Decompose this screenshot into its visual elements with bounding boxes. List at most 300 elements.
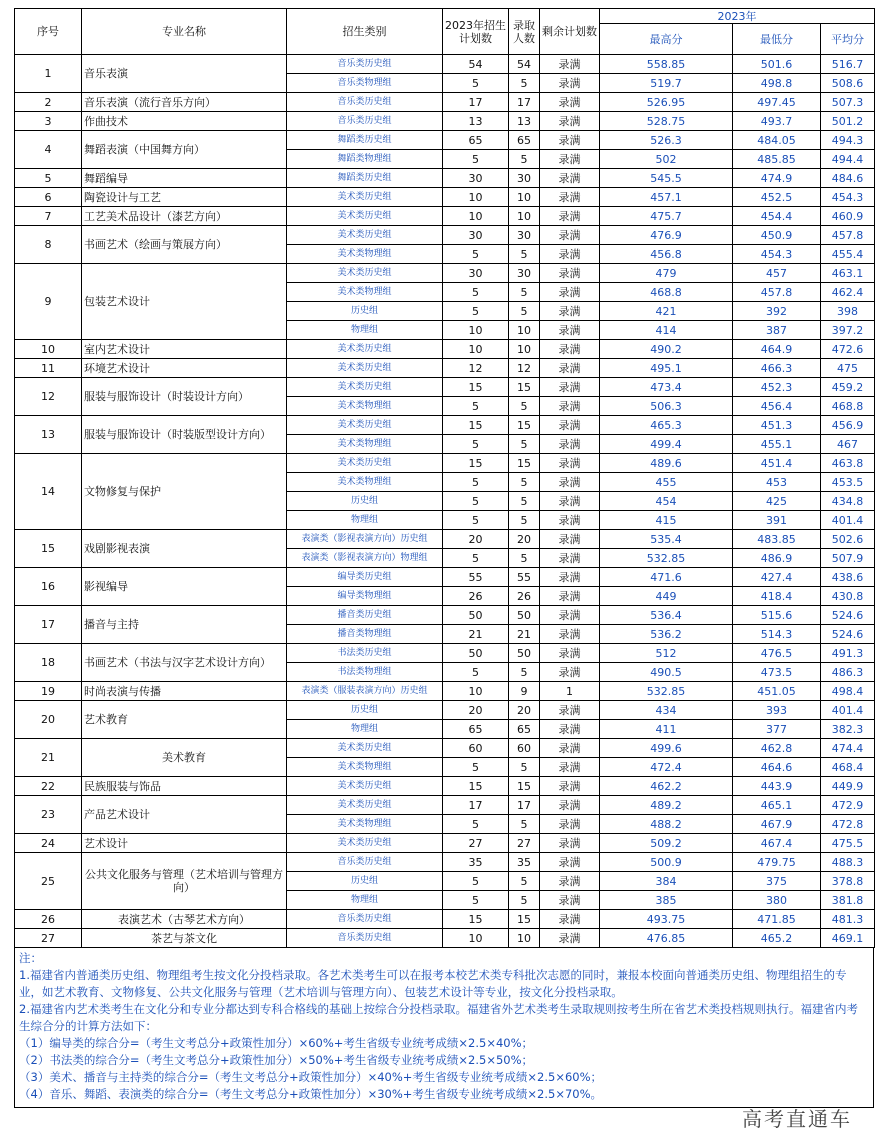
row-min-score: 474.9 — [733, 169, 821, 188]
row-min-score: 515.6 — [733, 606, 821, 625]
header-category: 招生类别 — [287, 9, 443, 55]
row-admitted: 5 — [509, 511, 540, 530]
note-line: （1）编导类的综合分=（考生文考总分+政策性加分）×60%+考生省级专业统考成绩×2.5×40%； — [19, 1036, 534, 1050]
row-major-name: 茶艺与茶文化 — [82, 929, 287, 948]
table-header — [15, 9, 875, 55]
row-index: 17 — [15, 606, 82, 644]
row-index: 2 — [15, 93, 82, 112]
row-admitted: 5 — [509, 758, 540, 777]
row-max-score: 532.85 — [600, 549, 733, 568]
row-admitted: 54 — [509, 55, 540, 74]
row-category: 物理组 — [287, 891, 443, 910]
row-category: 物理组 — [287, 720, 443, 739]
row-remaining: 录满 — [540, 188, 600, 207]
row-avg-score: 472.8 — [821, 815, 875, 834]
row-min-score: 452.3 — [733, 378, 821, 397]
row-category: 音乐类物理组 — [287, 74, 443, 93]
row-category: 物理组 — [287, 321, 443, 340]
row-admitted: 5 — [509, 302, 540, 321]
row-remaining: 录满 — [540, 739, 600, 758]
row-min-score: 454.3 — [733, 245, 821, 264]
row-plan: 17 — [443, 796, 509, 815]
row-min-score: 498.8 — [733, 74, 821, 93]
row-plan: 60 — [443, 739, 509, 758]
row-plan: 20 — [443, 701, 509, 720]
row-category: 美术类物理组 — [287, 245, 443, 264]
row-remaining: 录满 — [540, 169, 600, 188]
row-remaining: 录满 — [540, 378, 600, 397]
note-line: （4）音乐、舞蹈、表演类的综合分=（考生文考总分+政策性加分）×30%+考生省级专业统考成绩×2.5×70%。 — [19, 1087, 603, 1101]
row-category: 书法类物理组 — [287, 663, 443, 682]
row-max-score: 449 — [600, 587, 733, 606]
row-index: 13 — [15, 416, 82, 454]
row-remaining: 录满 — [540, 872, 600, 891]
row-remaining: 录满 — [540, 568, 600, 587]
row-category: 美术类历史组 — [287, 777, 443, 796]
row-remaining: 录满 — [540, 131, 600, 150]
row-remaining: 录满 — [540, 150, 600, 169]
row-max-score: 454 — [600, 492, 733, 511]
row-avg-score: 481.3 — [821, 910, 875, 929]
row-remaining: 录满 — [540, 606, 600, 625]
row-major-name: 公共文化服务与管理（艺术培训与管理方向） — [82, 853, 287, 910]
row-admitted: 50 — [509, 606, 540, 625]
header-major: 专业名称 — [82, 9, 287, 55]
row-admitted: 26 — [509, 587, 540, 606]
table-row — [15, 853, 875, 872]
row-admitted: 10 — [509, 321, 540, 340]
table-row — [15, 416, 875, 435]
row-avg-score: 467 — [821, 435, 875, 454]
row-avg-score: 524.6 — [821, 606, 875, 625]
row-remaining: 录满 — [540, 549, 600, 568]
row-avg-score: 507.3 — [821, 93, 875, 112]
row-min-score: 454.4 — [733, 207, 821, 226]
row-category: 美术类历史组 — [287, 378, 443, 397]
row-avg-score: 468.8 — [821, 397, 875, 416]
row-min-score: 493.7 — [733, 112, 821, 131]
row-max-score: 489.2 — [600, 796, 733, 815]
row-plan: 21 — [443, 625, 509, 644]
row-major-name: 舞蹈表演（中国舞方向） — [82, 131, 287, 169]
row-avg-score: 401.4 — [821, 511, 875, 530]
row-max-score: 471.6 — [600, 568, 733, 587]
row-plan: 15 — [443, 777, 509, 796]
row-min-score: 392 — [733, 302, 821, 321]
row-admitted: 55 — [509, 568, 540, 587]
table-row — [15, 226, 875, 245]
row-major-name: 影视编导 — [82, 568, 287, 606]
row-avg-score: 430.8 — [821, 587, 875, 606]
table-row — [15, 169, 875, 188]
row-index: 24 — [15, 834, 82, 853]
row-max-score: 528.75 — [600, 112, 733, 131]
row-max-score: 457.1 — [600, 188, 733, 207]
row-category: 物理组 — [287, 511, 443, 530]
row-major-name: 戏剧影视表演 — [82, 530, 287, 568]
row-remaining: 录满 — [540, 473, 600, 492]
row-remaining: 录满 — [540, 207, 600, 226]
row-category: 美术类物理组 — [287, 815, 443, 834]
row-min-score: 380 — [733, 891, 821, 910]
row-category: 舞蹈类历史组 — [287, 169, 443, 188]
row-admitted: 15 — [509, 378, 540, 397]
row-category: 美术类物理组 — [287, 397, 443, 416]
row-max-score: 476.85 — [600, 929, 733, 948]
row-index: 4 — [15, 131, 82, 169]
row-max-score: 384 — [600, 872, 733, 891]
row-major-name: 艺术教育 — [82, 701, 287, 739]
row-admitted: 10 — [509, 340, 540, 359]
row-remaining: 录满 — [540, 397, 600, 416]
row-plan: 5 — [443, 549, 509, 568]
row-category: 美术类历史组 — [287, 340, 443, 359]
table-row — [15, 112, 875, 131]
row-min-score: 455.1 — [733, 435, 821, 454]
row-max-score: 490.5 — [600, 663, 733, 682]
table-row — [15, 834, 875, 853]
row-avg-score: 507.9 — [821, 549, 875, 568]
row-remaining: 录满 — [540, 245, 600, 264]
row-plan: 5 — [443, 435, 509, 454]
row-min-score: 427.4 — [733, 568, 821, 587]
row-index: 25 — [15, 853, 82, 910]
row-plan: 65 — [443, 131, 509, 150]
watermark-logo: 高考直通车 — [742, 1107, 852, 1131]
row-plan: 10 — [443, 340, 509, 359]
table-row — [15, 55, 875, 74]
row-min-score: 484.05 — [733, 131, 821, 150]
note-line: 注： — [19, 951, 42, 965]
row-min-score: 452.5 — [733, 188, 821, 207]
table-row — [15, 264, 875, 283]
row-remaining: 录满 — [540, 891, 600, 910]
row-plan: 5 — [443, 891, 509, 910]
row-plan: 5 — [443, 283, 509, 302]
row-category: 表演类（影视表演方向）物理组 — [287, 549, 443, 568]
row-plan: 50 — [443, 606, 509, 625]
row-min-score: 393 — [733, 701, 821, 720]
row-index: 19 — [15, 682, 82, 701]
row-admitted: 12 — [509, 359, 540, 378]
row-max-score: 536.4 — [600, 606, 733, 625]
row-plan: 10 — [443, 682, 509, 701]
row-max-score: 415 — [600, 511, 733, 530]
row-min-score: 387 — [733, 321, 821, 340]
row-category: 音乐类历史组 — [287, 93, 443, 112]
row-avg-score: 484.6 — [821, 169, 875, 188]
row-admitted: 10 — [509, 207, 540, 226]
row-remaining: 录满 — [540, 93, 600, 112]
row-admitted: 5 — [509, 150, 540, 169]
row-max-score: 472.4 — [600, 758, 733, 777]
row-major-name: 音乐表演 — [82, 55, 287, 93]
row-index: 7 — [15, 207, 82, 226]
row-major-name: 美术教育 — [82, 739, 287, 777]
row-admitted: 5 — [509, 245, 540, 264]
row-admitted: 20 — [509, 530, 540, 549]
table-row — [15, 530, 875, 549]
row-remaining: 录满 — [540, 340, 600, 359]
table-row — [15, 568, 875, 587]
row-admitted: 15 — [509, 910, 540, 929]
notes-section — [14, 948, 874, 1108]
row-index: 15 — [15, 530, 82, 568]
row-category: 美术类历史组 — [287, 454, 443, 473]
row-category: 美术类物理组 — [287, 435, 443, 454]
row-remaining: 录满 — [540, 302, 600, 321]
row-remaining: 录满 — [540, 530, 600, 549]
row-remaining: 录满 — [540, 834, 600, 853]
table-row — [15, 701, 875, 720]
row-min-score: 514.3 — [733, 625, 821, 644]
table-row — [15, 777, 875, 796]
row-plan: 30 — [443, 169, 509, 188]
row-plan: 5 — [443, 397, 509, 416]
row-major-name: 服装与服饰设计（时装版型设计方向） — [82, 416, 287, 454]
row-major-name: 舞蹈编导 — [82, 169, 287, 188]
row-admitted: 5 — [509, 492, 540, 511]
row-index: 16 — [15, 568, 82, 606]
row-plan: 5 — [443, 663, 509, 682]
row-plan: 12 — [443, 359, 509, 378]
row-min-score: 485.85 — [733, 150, 821, 169]
row-avg-score: 463.8 — [821, 454, 875, 473]
row-min-score: 451.3 — [733, 416, 821, 435]
row-avg-score: 524.6 — [821, 625, 875, 644]
row-remaining: 录满 — [540, 701, 600, 720]
row-admitted: 20 — [509, 701, 540, 720]
row-min-score: 425 — [733, 492, 821, 511]
row-index: 21 — [15, 739, 82, 777]
row-max-score: 488.2 — [600, 815, 733, 834]
row-admitted: 21 — [509, 625, 540, 644]
row-plan: 5 — [443, 245, 509, 264]
row-admitted: 30 — [509, 226, 540, 245]
row-remaining: 录满 — [540, 644, 600, 663]
row-category: 历史组 — [287, 701, 443, 720]
row-admitted: 15 — [509, 777, 540, 796]
row-avg-score: 457.8 — [821, 226, 875, 245]
row-major-name: 陶瓷设计与工艺 — [82, 188, 287, 207]
row-min-score: 471.85 — [733, 910, 821, 929]
admission-report — [14, 8, 874, 1108]
row-min-score: 451.05 — [733, 682, 821, 701]
row-max-score: 476.9 — [600, 226, 733, 245]
row-admitted: 5 — [509, 473, 540, 492]
row-avg-score: 472.9 — [821, 796, 875, 815]
row-remaining: 录满 — [540, 226, 600, 245]
row-avg-score: 472.6 — [821, 340, 875, 359]
row-avg-score: 397.2 — [821, 321, 875, 340]
row-max-score: 535.4 — [600, 530, 733, 549]
row-avg-score: 494.3 — [821, 131, 875, 150]
row-category: 美术类历史组 — [287, 207, 443, 226]
row-admitted: 9 — [509, 682, 540, 701]
table-body — [15, 55, 875, 948]
row-max-score: 462.2 — [600, 777, 733, 796]
row-category: 美术类物理组 — [287, 283, 443, 302]
row-plan: 15 — [443, 454, 509, 473]
row-category: 美术类历史组 — [287, 226, 443, 245]
row-major-name: 环境艺术设计 — [82, 359, 287, 378]
row-major-name: 表演艺术（古琴艺术方向） — [82, 910, 287, 929]
row-remaining: 录满 — [540, 625, 600, 644]
row-remaining: 录满 — [540, 435, 600, 454]
row-plan: 17 — [443, 93, 509, 112]
row-category: 舞蹈类物理组 — [287, 150, 443, 169]
row-admitted: 17 — [509, 796, 540, 815]
row-index: 11 — [15, 359, 82, 378]
table-row — [15, 188, 875, 207]
row-plan: 5 — [443, 150, 509, 169]
row-index: 8 — [15, 226, 82, 264]
row-index: 27 — [15, 929, 82, 948]
row-index: 1 — [15, 55, 82, 93]
row-remaining: 录满 — [540, 796, 600, 815]
row-admitted: 13 — [509, 112, 540, 131]
row-remaining: 录满 — [540, 720, 600, 739]
row-admitted: 5 — [509, 283, 540, 302]
row-category: 历史组 — [287, 492, 443, 511]
row-max-score: 500.9 — [600, 853, 733, 872]
row-avg-score: 456.9 — [821, 416, 875, 435]
row-plan: 30 — [443, 264, 509, 283]
row-remaining: 录满 — [540, 511, 600, 530]
row-min-score: 377 — [733, 720, 821, 739]
header-admitted: 录取人数 — [509, 9, 540, 55]
row-admitted: 65 — [509, 131, 540, 150]
note-line: （3）美术、播音与主持类的综合分=（考生文考总分+政策性加分）×40%+考生省级专业统考成绩×2.5×60%； — [19, 1070, 603, 1084]
row-plan: 55 — [443, 568, 509, 587]
row-min-score: 465.1 — [733, 796, 821, 815]
row-major-name: 艺术设计 — [82, 834, 287, 853]
row-admitted: 10 — [509, 929, 540, 948]
row-plan: 10 — [443, 188, 509, 207]
row-remaining: 录满 — [540, 283, 600, 302]
row-avg-score: 453.5 — [821, 473, 875, 492]
row-min-score: 466.3 — [733, 359, 821, 378]
row-index: 26 — [15, 910, 82, 929]
row-min-score: 479.75 — [733, 853, 821, 872]
row-max-score: 495.1 — [600, 359, 733, 378]
row-category: 美术类历史组 — [287, 834, 443, 853]
row-avg-score: 516.7 — [821, 55, 875, 74]
row-remaining: 录满 — [540, 359, 600, 378]
row-max-score: 473.4 — [600, 378, 733, 397]
row-remaining: 1 — [540, 682, 600, 701]
row-min-score: 418.4 — [733, 587, 821, 606]
row-category: 历史组 — [287, 872, 443, 891]
row-category: 美术类物理组 — [287, 758, 443, 777]
row-avg-score: 401.4 — [821, 701, 875, 720]
row-remaining: 录满 — [540, 454, 600, 473]
row-max-score: 468.8 — [600, 283, 733, 302]
row-plan: 5 — [443, 74, 509, 93]
row-major-name: 室内艺术设计 — [82, 340, 287, 359]
row-min-score: 464.6 — [733, 758, 821, 777]
row-avg-score: 449.9 — [821, 777, 875, 796]
row-avg-score: 398 — [821, 302, 875, 321]
row-max-score: 509.2 — [600, 834, 733, 853]
row-min-score: 456.4 — [733, 397, 821, 416]
row-avg-score: 459.2 — [821, 378, 875, 397]
note-line: 1.福建省内普通类历史组、物理组考生按文化分投档录取。各艺术类考生可以在报考本校艺术类专科批次志愿的同时，兼报本校面向普通类历史组、物理组招生的专业，如艺术教育、文物修复、公共文化服务与管理（艺术培训与管理方向）、包装艺术设计等专业，按文化分投档录取。 — [19, 968, 847, 999]
row-min-score: 483.85 — [733, 530, 821, 549]
row-major-name: 书画艺术（书法与汉字艺术设计方向） — [82, 644, 287, 682]
row-category: 音乐类历史组 — [287, 112, 443, 131]
row-major-name: 服装与服饰设计（时装设计方向） — [82, 378, 287, 416]
note-line: （2）书法类的综合分=（考生文考总分+政策性加分）×50%+考生省级专业统考成绩×2.5×50%； — [19, 1053, 534, 1067]
row-category: 音乐类历史组 — [287, 910, 443, 929]
row-max-score: 414 — [600, 321, 733, 340]
row-avg-score: 462.4 — [821, 283, 875, 302]
row-min-score: 443.9 — [733, 777, 821, 796]
row-category: 音乐类历史组 — [287, 853, 443, 872]
row-max-score: 456.8 — [600, 245, 733, 264]
row-category: 美术类物理组 — [287, 473, 443, 492]
row-remaining: 录满 — [540, 74, 600, 93]
row-index: 10 — [15, 340, 82, 359]
row-index: 3 — [15, 112, 82, 131]
row-min-score: 501.6 — [733, 55, 821, 74]
row-min-score: 450.9 — [733, 226, 821, 245]
row-plan: 26 — [443, 587, 509, 606]
row-remaining: 录满 — [540, 853, 600, 872]
row-admitted: 5 — [509, 435, 540, 454]
row-max-score: 545.5 — [600, 169, 733, 188]
row-plan: 5 — [443, 872, 509, 891]
row-max-score: 506.3 — [600, 397, 733, 416]
row-remaining: 录满 — [540, 112, 600, 131]
row-max-score: 512 — [600, 644, 733, 663]
row-major-name: 作曲技术 — [82, 112, 287, 131]
row-plan: 13 — [443, 112, 509, 131]
row-max-score: 479 — [600, 264, 733, 283]
row-admitted: 27 — [509, 834, 540, 853]
row-index: 20 — [15, 701, 82, 739]
row-plan: 5 — [443, 302, 509, 321]
row-admitted: 30 — [509, 264, 540, 283]
row-category: 美术类历史组 — [287, 739, 443, 758]
row-plan: 20 — [443, 530, 509, 549]
row-plan: 10 — [443, 929, 509, 948]
row-plan: 27 — [443, 834, 509, 853]
row-plan: 35 — [443, 853, 509, 872]
row-plan: 15 — [443, 416, 509, 435]
row-admitted: 65 — [509, 720, 540, 739]
row-category: 播音类历史组 — [287, 606, 443, 625]
row-min-score: 453 — [733, 473, 821, 492]
row-index: 6 — [15, 188, 82, 207]
row-admitted: 5 — [509, 663, 540, 682]
row-index: 5 — [15, 169, 82, 188]
admission-table — [14, 8, 875, 948]
row-index: 14 — [15, 454, 82, 530]
table-row — [15, 682, 875, 701]
row-max-score: 385 — [600, 891, 733, 910]
table-row — [15, 454, 875, 473]
row-admitted: 35 — [509, 853, 540, 872]
row-max-score: 421 — [600, 302, 733, 321]
row-min-score: 375 — [733, 872, 821, 891]
row-avg-score: 434.8 — [821, 492, 875, 511]
row-category: 历史组 — [287, 302, 443, 321]
row-plan: 5 — [443, 815, 509, 834]
row-max-score: 558.85 — [600, 55, 733, 74]
row-major-name: 工艺美术品设计（漆艺方向） — [82, 207, 287, 226]
row-remaining: 录满 — [540, 758, 600, 777]
